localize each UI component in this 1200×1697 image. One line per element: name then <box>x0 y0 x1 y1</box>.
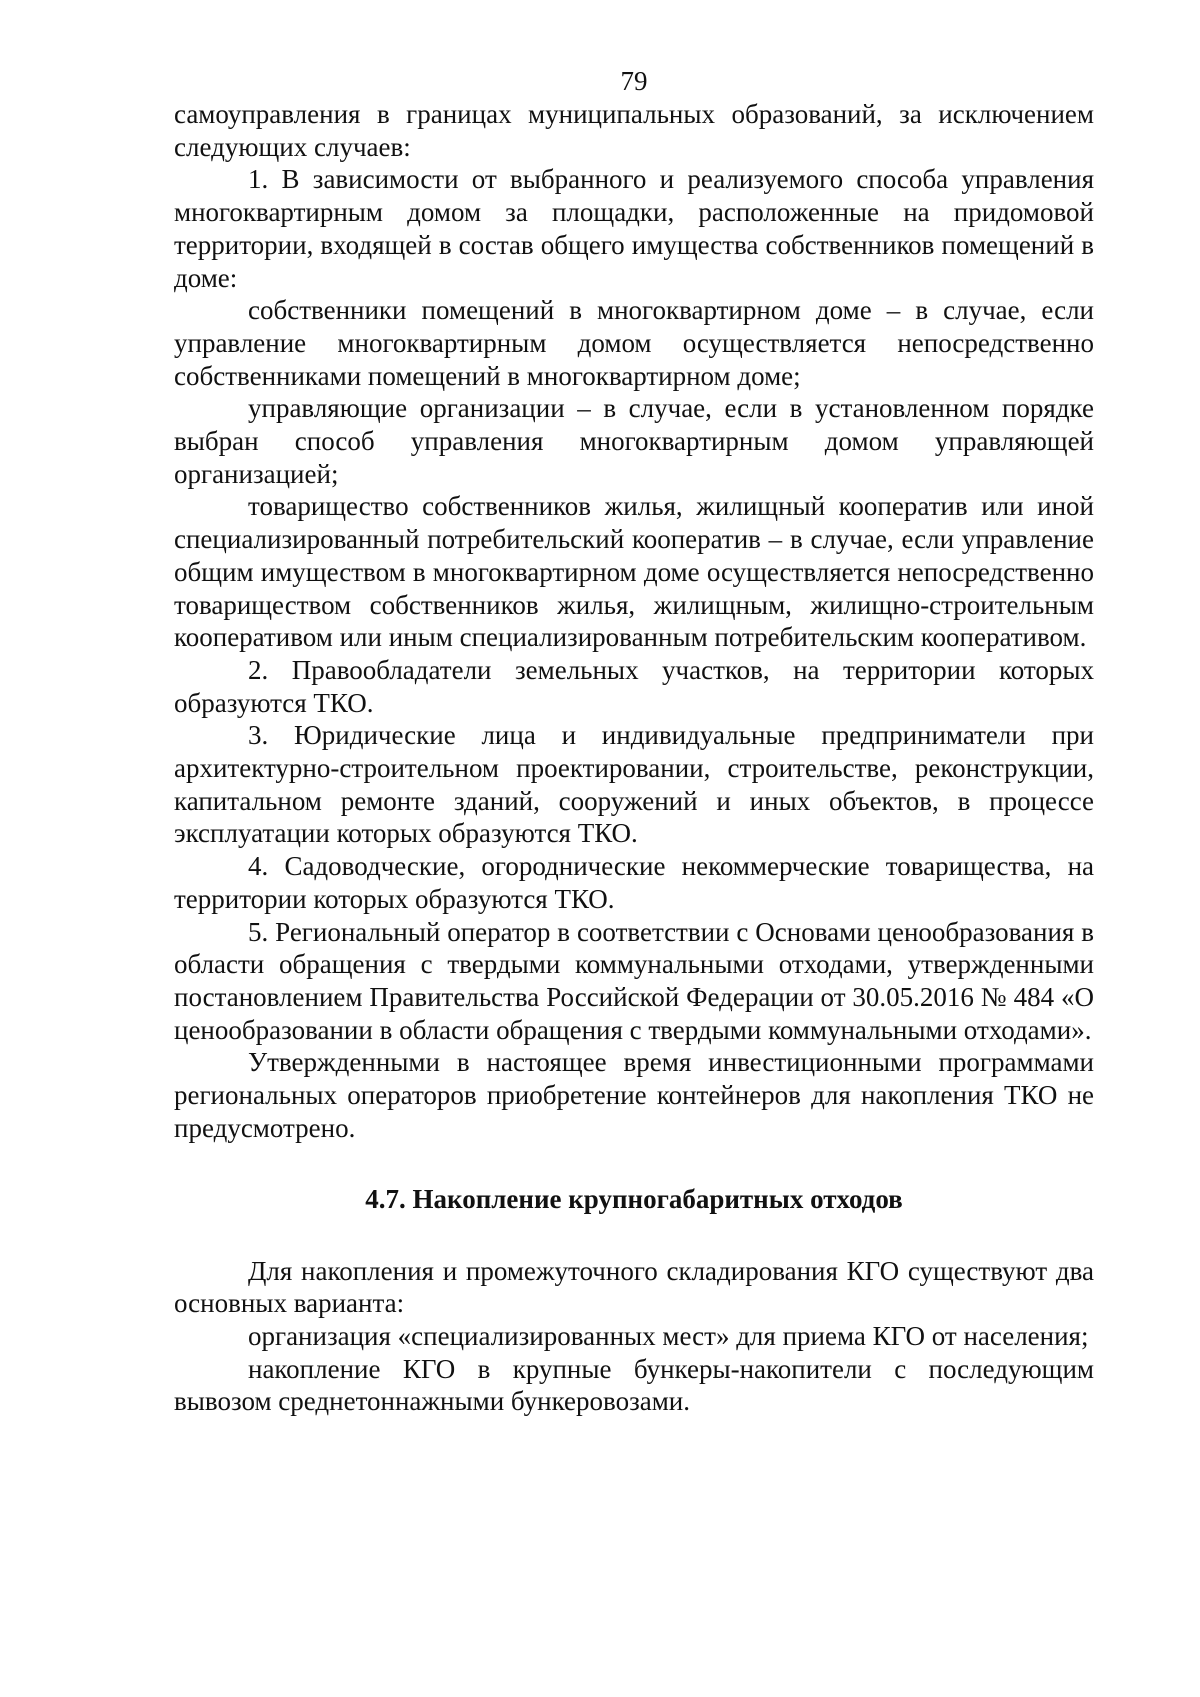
paragraph-item-1: 1. В зависимости от выбранного и реализуемого способа управления многоквартирным домом за площадки, расположенные на придомовой территории, входящей в состав общего имущества собственников помещений в доме: <box>174 164 1094 293</box>
paragraph-item-2: 2. Правообладатели земельных участков, на территории которых образуются ТКО. <box>174 654 1094 718</box>
page-number: 79 <box>620 66 648 96</box>
paragraph-item-5: 5. Региональный оператор в соответствии с Основами ценообразования в области обращения с твердыми коммунальными отходами, утвержденными постановлением Правительства Российской Федерации от 30.05.2016 № 484 «О ценообразовании в области обращения с твердыми коммунальными отходами». <box>174 916 1094 1045</box>
document-page <box>174 64 1094 1418</box>
paragraph-hoa: товарищество собственников жилья, жилищный кооператив или иной специализированный потребительский кооператив – в случае, если управление общим имуществом в многоквартирном доме осуществляется непосредственно товариществом собственников жилья, жилищным, жилищно-строительным кооперативом или иным специализированным потребительским кооперативом. <box>174 491 1094 653</box>
paragraph-kgo-option-1: организация «специализированных мест» для приема КГО от населения; <box>248 1320 1089 1351</box>
paragraph-item-4: 4. Садоводческие, огороднические некоммерческие товарищества, на территории которых образуются ТКО. <box>174 851 1094 914</box>
paragraph-management-orgs: управляющие организации – в случае, если в установленном порядке выбран способ управления многоквартирным домом управляющей организацией; <box>174 393 1094 489</box>
paragraph-item-3: 3. Юридические лица и индивидуальные предприниматели при архитектурно-строительном проектировании, строительстве, реконструкции, капитальном ремонте зданий, сооружений и иных объектов, в процессе эксплуатации которых образуются ТКО. <box>174 720 1094 849</box>
paragraph-continuation: самоуправления в границах муниципальных образований, за исключением следующих случаев: <box>174 99 1094 162</box>
paragraph-kgo-option-2: накопление КГО в крупные бункеры-накопители с последующим вывозом среднетоннажными бункеровозами. <box>174 1353 1094 1417</box>
paragraph-kgo-intro: Для накопления и промежуточного складирования КГО существуют два основных варианта: <box>174 1255 1094 1319</box>
paragraph-investment: Утвержденными в настоящее время инвестиционными программами региональных операторов приобретение контейнеров для накопления ТКО не предусмотрено. <box>174 1047 1094 1143</box>
section-heading: 4.7. Накопление крупногабаритных отходов <box>365 1183 903 1214</box>
paragraph-owners: собственники помещений в многоквартирном доме – в случае, если управление многоквартирным домом осуществляется непосредственно собственниками помещений в многоквартирном доме; <box>174 295 1094 391</box>
